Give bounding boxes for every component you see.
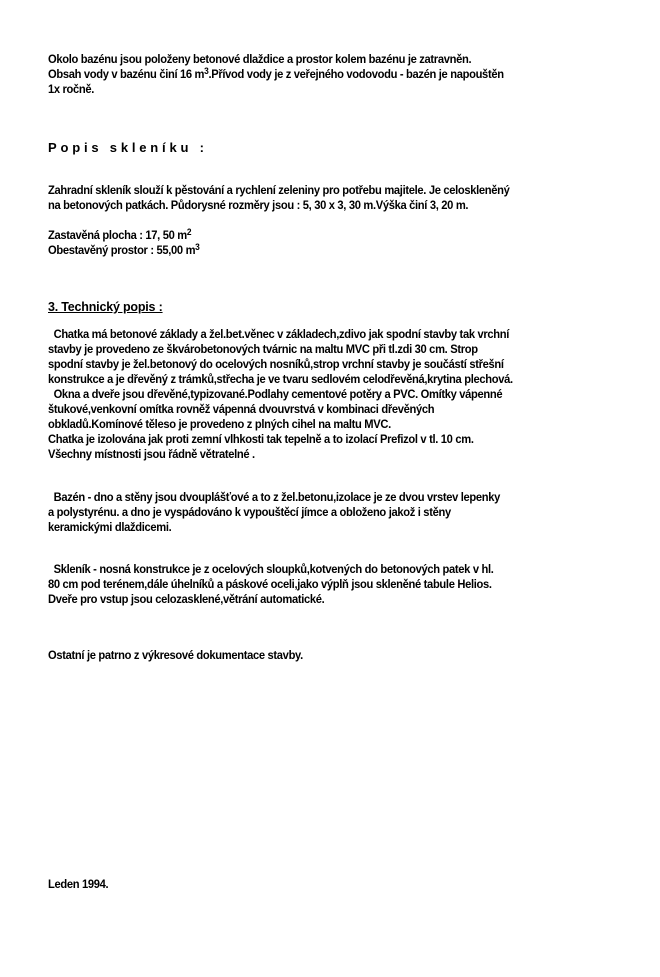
volume-unit-exponent: 3 (204, 66, 209, 76)
intro-line-2-text: Obsah vody v bazénu činí 16 m (48, 67, 205, 81)
tech-line-1: Chatka má betonové základy a žel.bet.věnec v základech,zdivo jak spodní stavby tak vrchní (53, 327, 510, 341)
pool-line-2: a polystyrénu. a dno je vyspádováno k vypouštěcí jímce a obloženo jakož i stěny (48, 505, 451, 519)
technical-paragraph (48, 327, 555, 462)
greenhouse-tech-line-2: 80 cm pod terénem,dále úhelníků a páskové oceli,jako výplň jsou skleněné tabule Helios. (48, 577, 492, 591)
tech-line-2: stavby je provedeno ze škvárobetonových tvárnic na maltu MVC při tl.zdi 30 cm. Strop (48, 342, 478, 356)
greenhouse-areas (48, 228, 555, 258)
intro-line-2-rest: .Přívod vody je z veřejného vodovodu - bazén je napouštěn (208, 67, 504, 81)
built-volume (48, 243, 555, 258)
tech-line-9: Všechny místnosti jsou řádně větratelné . (48, 447, 255, 461)
built-area-text: Zastavěná plocha : 17, 50 m (48, 228, 187, 242)
greenhouse-paragraph (48, 183, 555, 213)
greenhouse-line-1: Zahradní skleník slouží k pěstování a rychlení zeleniny pro potřebu majitele. Je celoskleněný (48, 183, 510, 197)
pool-paragraph (48, 490, 555, 535)
intro-line-1: Okolo bazénu jsou položeny betonové dlaždice a prostor kolem bazénu je zatravněn. (48, 52, 472, 66)
technical-heading: 3. Technický popis : (48, 300, 163, 314)
tech-line-8: Chatka je izolována jak proti zemní vlhkosti tak tepelně a to izolací Prefizol v tl. 10 cm. (48, 432, 474, 446)
greenhouse-tech-paragraph (48, 562, 555, 607)
tech-line-5: Okna a dveře jsou dřevěné,typizované.Podlahy cementové potěry a PVC. Omítky vápenné (53, 387, 503, 401)
date (48, 877, 555, 892)
closing-line: Ostatní je patrno z výkresové dokumentace stavby. (48, 648, 303, 662)
closing-note (48, 648, 555, 663)
tech-line-6: štukové,venkovní omítka rovněž vápenná dvouvrstvá v kombinaci dřevěných (48, 402, 435, 416)
greenhouse-tech-line-1: Skleník - nosná konstrukce je z ocelových sloupků,kotvených do betonových patek v hl. (53, 562, 494, 576)
area-unit-exponent: 2 (186, 227, 192, 237)
greenhouse-tech-line-3: Dveře pro vstup jsou celozasklené,větrání automatické. (48, 592, 325, 606)
built-volume-text: Obestavěný prostor : 55,00 m (48, 243, 196, 257)
tech-line-4: konstrukce a je dřevěný z trámků,střecha je ve tvaru sedlovém celodřevěná,krytina plechová. (48, 372, 513, 386)
tech-line-7: obkladů.Komínové těleso je provedeno z plných cihel na maltu MVC. (48, 417, 391, 431)
date-line: Leden 1994. (48, 877, 109, 891)
greenhouse-heading: Popis skleníku : (48, 140, 208, 155)
greenhouse-line-2: na betonových patkách. Půdorysné rozměry jsou : 5, 30 x 3, 30 m.Výška činí 3, 20 m. (48, 198, 469, 212)
volume-unit-exponent-2: 3 (195, 242, 200, 252)
pool-line-3: keramickými dlaždicemi. (48, 520, 172, 534)
intro-line-3: 1x ročně. (48, 82, 95, 96)
pool-line-1: Bazén - dno a stěny jsou dvouplášťové a to z žel.betonu,izolace je ze dvou vrstev lepenky (53, 490, 501, 504)
intro-paragraph (48, 52, 555, 97)
tech-line-3: spodní stavby je žel.betonový do ocelových nosníků,strop vrchní stavby je součástí střešní (48, 357, 504, 371)
built-area (48, 228, 555, 243)
intro-line-2 (48, 67, 555, 82)
